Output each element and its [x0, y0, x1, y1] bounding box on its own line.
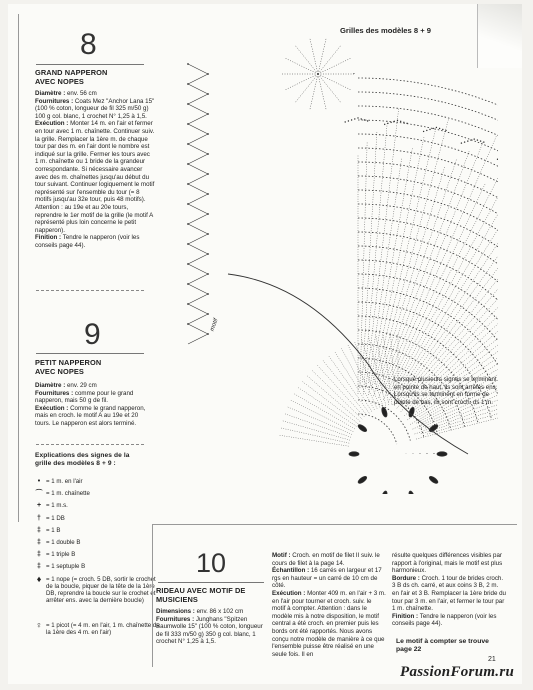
diagram-stroke [363, 119, 387, 394]
symbol-text: = 1 triple B [46, 551, 76, 559]
diagram-dot [436, 127, 437, 128]
diagram-dot [474, 138, 475, 139]
diagram-stroke [318, 74, 350, 90]
diagram-nope [381, 490, 388, 494]
model-10-title: RIDEAU AVEC MOTIF DE MUSICIENS [156, 586, 246, 604]
diagram-stroke [188, 224, 208, 234]
diagram-stroke [387, 135, 497, 388]
model-8-number: 8 [80, 28, 97, 61]
diagram-dot [187, 143, 189, 145]
paragraph-label: Finition : [35, 234, 62, 242]
paragraph-value: 16 carrés en largeur et 17 rgs en hauteur = un carré de 10 cm de côté. [272, 567, 382, 590]
symbol-glyph-icon: ‡ [37, 551, 41, 559]
diagram-stroke [188, 244, 208, 254]
diagram-dot [429, 129, 430, 130]
paragraph [35, 90, 155, 98]
symbols-heading: Explications des signes de la grille des modèles 8 + 9 : [35, 452, 130, 467]
diagram-nope [408, 490, 415, 494]
symbol-row [32, 573, 160, 605]
diagram-dot [207, 93, 209, 95]
diagram-arc [358, 162, 498, 381]
diagram-arc [358, 204, 498, 392]
diagram-dot [426, 130, 427, 131]
diagram-dot [187, 123, 189, 125]
diagram-stroke [188, 114, 208, 124]
paragraph [35, 390, 155, 405]
paragraph-value: env. 86 x 102 cm [194, 608, 244, 615]
diagram-arc [358, 106, 498, 367]
diagram-stroke [294, 394, 355, 429]
model-9-number: 9 [84, 318, 101, 351]
diagram-dot [187, 223, 189, 225]
diagram-stroke [317, 365, 364, 417]
diagram-stroke [348, 345, 377, 409]
paragraph-label: Diamètre : [35, 382, 66, 389]
diagram-stroke [383, 142, 483, 393]
paragraph [35, 405, 155, 428]
diagram-stroke [285, 414, 351, 437]
diagram-dot [207, 333, 209, 335]
paragraph-label: Finition : [392, 612, 419, 620]
symbol-glyph-icon: • [37, 478, 41, 485]
paragraph-label: Diamètre : [35, 90, 66, 97]
diagram-stroke [286, 74, 318, 90]
diagram-stroke [188, 164, 208, 174]
diagram-dot [384, 124, 385, 125]
diagram-dot [445, 130, 446, 131]
diagram-dot [345, 121, 346, 122]
diagram-stroke [360, 142, 367, 388]
diagram-stroke [302, 381, 358, 423]
diagram-stroke [318, 74, 340, 102]
paragraph-label: Exécution : [35, 404, 69, 412]
symbol-glyph-icon: ‡ [37, 526, 41, 534]
diagram-arc [358, 134, 498, 374]
symbol-row [32, 551, 160, 558]
diagram-dot [207, 73, 209, 75]
diagram-dot [403, 122, 404, 123]
diagram-stroke [188, 154, 208, 164]
paragraph-label: Fournitures : [156, 615, 195, 623]
model-10-col2 [272, 552, 386, 658]
diagram-dot [387, 123, 388, 124]
symbol-text: = 1 m.s. [46, 502, 68, 510]
symbol-text: = 1 picot (= 4 m. en l'air, 1 m. chaînette ds la 1ère des 4 m. en l'air) [46, 621, 160, 636]
symbol-text: = 1 double B [46, 539, 81, 546]
diagram-stroke [188, 144, 208, 154]
diagram-stroke [403, 192, 498, 398]
diagram-dot [348, 120, 349, 121]
diagram-stroke [188, 294, 208, 304]
paragraph-label: Motif : [272, 552, 291, 559]
diagram-stroke [188, 174, 208, 184]
diagram-stroke [281, 428, 349, 443]
model-10-rule [158, 582, 264, 583]
diagram-dot [207, 233, 209, 235]
diagram-stroke [188, 184, 208, 194]
diagram-stroke [379, 150, 470, 398]
diagram-stroke [188, 74, 208, 84]
paragraph [272, 590, 386, 658]
diagram-stroke [388, 164, 498, 402]
symbol-text: = 1 m. en l'air [46, 478, 83, 485]
diagram-stroke [393, 159, 498, 398]
symbol-glyph-icon: ‡ [37, 563, 41, 571]
diagram-arc [358, 120, 498, 371]
diagram-dot [187, 303, 189, 305]
diagram-stroke [384, 183, 486, 400]
diagram-dot [187, 163, 189, 165]
diagram-nope [437, 452, 447, 456]
diagram-dot [442, 129, 443, 130]
paragraph-value: env. 56 cm [65, 90, 97, 97]
symbol-text: = 1 nope (= croch. 5 DB, sortir le crochet de la boucle, piquer de la tête de la 1ère DB, reprendre la boucle sur le crochet et arrêter ens. avec la dernière boucle) [46, 575, 156, 605]
diagram-stroke [375, 127, 436, 384]
paragraph-label: Exécution : [272, 589, 306, 597]
symbol-glyph-icon: ♦ [36, 573, 42, 584]
paragraph-label: Fournitures : [35, 389, 74, 397]
diagram-stroke [188, 324, 208, 334]
diagram-stroke [188, 214, 208, 224]
diagram-stroke [188, 194, 208, 204]
diagram-stroke [188, 204, 208, 214]
symbol-row [32, 619, 160, 637]
diagram-stroke [188, 234, 208, 244]
symbol-row [32, 515, 160, 522]
paragraph-value: Croch. 1 tour de brides croch. 3 B ds ch. carré, et aux coins 3 B, 2 m. en l'air et 3 B. Remplacer la 1ère bride du tour par 3 m. en l'air, et fermer le tour par 1 m. chaînette. [392, 574, 506, 613]
diagram-stroke [188, 254, 208, 264]
diagram-dot [187, 183, 189, 185]
diagram-title: Grilles des modèles 8 + 9 [340, 26, 431, 35]
diagram-dot [477, 139, 478, 140]
diagram-stroke [398, 195, 498, 401]
model-9-text [35, 382, 155, 428]
symbol-glyph-icon: ⌒ [35, 490, 43, 498]
paragraph [35, 120, 155, 234]
paragraph [156, 616, 266, 646]
diagram-stroke [188, 104, 208, 114]
diagram-stroke [188, 124, 208, 134]
symbol-row [32, 490, 160, 497]
diagram-arc [358, 218, 498, 395]
diagram-stroke [371, 137, 424, 390]
diagram-dot [207, 273, 209, 275]
symbol-text: = 1 B [46, 526, 61, 534]
paragraph-value: Tendre le napperon (voir les conseils page 44). [35, 234, 140, 249]
paragraph [35, 98, 155, 121]
paragraph-label: Bordure : [392, 574, 420, 582]
diagram-stroke [188, 64, 208, 74]
paragraph-label: Échantillon : [272, 567, 310, 575]
diagram-stroke [381, 158, 457, 386]
diagram-stroke [188, 284, 208, 294]
diagram-dot [361, 118, 362, 119]
model-10-col3 [392, 552, 506, 628]
diagram-stroke [362, 340, 383, 407]
symbol-row [32, 539, 160, 546]
paragraph [156, 608, 266, 616]
diagram-dot [351, 119, 352, 120]
diagram-dot [390, 122, 391, 123]
symbol-row [32, 478, 160, 485]
diagram-dot [467, 140, 468, 141]
diagram-dot [207, 133, 209, 135]
diagram-dot [187, 103, 189, 105]
diagram-dot [397, 120, 398, 121]
diagram-nope [381, 407, 388, 418]
diagram-stroke [298, 388, 356, 427]
diagram-dot [207, 153, 209, 155]
diagram-stroke [288, 407, 352, 434]
diagram-dot [439, 128, 440, 129]
diagram-nope [428, 475, 439, 484]
model-10-col1 [156, 608, 266, 646]
diagram-nope [357, 475, 368, 484]
model-9-rule [36, 353, 144, 354]
diagram-nope [349, 452, 359, 456]
diagram-dot [461, 142, 462, 143]
diagram-stroke [188, 264, 208, 274]
diagram-stroke [188, 84, 208, 94]
diagram-dot [357, 117, 358, 118]
diagram-stroke [188, 334, 208, 344]
diagram-motif-label: motif [209, 317, 220, 333]
diagram-dot [187, 263, 189, 265]
diagram-dot [187, 203, 189, 205]
diagram-dot [423, 131, 424, 132]
diagram-stroke [398, 204, 498, 394]
diagram-dot [207, 113, 209, 115]
paragraph-value: Comme le grand napperon, mais en croch. le motif A au 19e et 20 tours. Le napperon est alors terminé. [35, 404, 146, 427]
paragraph-value: Junghans "Spitzen Baumwolle 15" (100 % coton, longueur de fil 333 m/50 g) 350 g col. blanc, 1 crochet N° 1,25 à 1,5. [156, 615, 263, 646]
diagram-stroke [188, 94, 208, 104]
paragraph-label: Dimensions : [156, 608, 195, 615]
paragraph [272, 567, 386, 590]
paragraph [272, 552, 386, 567]
paragraph-label: Exécution : [35, 120, 69, 128]
diagram-stroke [393, 199, 498, 405]
diagram-note: Lorsque plusieurs signes se terminent en pointe de haut, ils sont arrêtés ens. Lorsqu'ils se terminent en forme de pointe de bas, ils sont croch. ds 1 m. [394, 376, 498, 406]
diagram-stroke [286, 58, 318, 74]
diagram-stroke [377, 167, 445, 391]
paragraph-label: Fournitures : [35, 97, 74, 105]
paragraph [35, 234, 155, 249]
diagram-dot [187, 63, 189, 65]
diagram-dot [354, 118, 355, 119]
symbol-glyph-icon: ‡ [37, 539, 41, 546]
symbol-text: = 1 DB [46, 514, 65, 522]
diagram-stroke [310, 39, 318, 74]
model-8-text [35, 90, 155, 249]
diagram-dot [187, 83, 189, 85]
diagram-stroke [188, 274, 208, 284]
model-10-number: 10 [196, 548, 227, 578]
paragraph [392, 552, 506, 575]
symbol-glyph-icon: ♀ [35, 619, 43, 630]
paragraph-value: Monter 14 m. en l'air et fermer en tour avec 1 m. chaînette. Continuer suiv. la grille. Remplacer la 1ère m. de chaque tour par des m. en l'air dont le nombre est indiqué sur la grille. Fermer les tours avec 1 m. chaînette ou 1 bride de la grandeur correspondante. Si nécessaire avancer avec des m. chaînettes jusqu'au début du tour suivant. Continuer logiquement le motif représenté sur l'ensemble du tour (= 8 motifs jusqu'au 32e tour, puis 48 motifs). Attention : au 19e et au 20e tours, reprendre le 1er motif de la grille (le motif A représenté plus loin concerne le petit napperon). [35, 120, 155, 234]
diagram-stroke [188, 134, 208, 144]
symbol-row [32, 527, 160, 534]
diagram-stroke [318, 74, 326, 109]
diagram-stroke [188, 304, 208, 314]
diagram-dot [207, 293, 209, 295]
diagram-dot [364, 119, 365, 120]
diagram-dot [207, 193, 209, 195]
diagram-dot [187, 243, 189, 245]
symbol-glyph-icon: + [36, 502, 42, 510]
diagram-dot [187, 323, 189, 325]
model-8-title: GRAND NAPPERON AVEC NOPES [35, 68, 108, 86]
diagram-dot [187, 283, 189, 285]
diagram-dot [483, 141, 484, 142]
left-rule [18, 14, 19, 522]
diagram-dot [207, 313, 209, 315]
diagram-stroke [318, 39, 326, 74]
diagram-dot [480, 140, 481, 141]
page-number: 21 [488, 656, 496, 663]
diagram-dot [470, 139, 471, 140]
diagram-dot [207, 253, 209, 255]
diagram-stroke [318, 46, 340, 74]
diagram-stroke [296, 74, 318, 102]
watermark-logo: PassionForum.ru [400, 664, 515, 680]
diagram-stroke [318, 58, 350, 74]
model-9-title: PETIT NAPPERON AVEC NOPES [35, 358, 102, 376]
diagram-nope [357, 423, 368, 432]
diagram-stroke [310, 74, 318, 109]
diagram-stroke [369, 338, 386, 406]
separator-1 [36, 290, 144, 291]
diagram-dot [207, 213, 209, 215]
diagram-stroke [296, 46, 318, 74]
symbol-row [32, 563, 160, 570]
model-8-rule [36, 64, 144, 65]
paragraph-value: Croch. en motif de filet II suiv. le cours de filet à la page 14. [272, 552, 380, 567]
model-10-footer: Le motif à compter se trouve page 22 [396, 638, 489, 653]
diagram-dot [207, 173, 209, 175]
paragraph-value: Tendre le napperon (voir les conseils page 44). [392, 612, 497, 628]
paragraph-value: résulte quelques différences visibles par rapport à l'original, mais le motif est plus harmonieux. [392, 552, 503, 575]
diagram-stroke [307, 376, 360, 422]
paragraph-value: comme pour le grand napperon, mais 50 g de fil. [35, 389, 134, 405]
diagram-stroke [188, 314, 208, 324]
diagram-dot [400, 121, 401, 122]
diagram-dot [406, 123, 407, 124]
diagram-dot [394, 121, 395, 122]
separator-2 [36, 444, 144, 445]
diagram-dot [497, 159, 498, 160]
page [8, 4, 522, 684]
diagram-dot [367, 120, 368, 121]
crochet-diagram [168, 34, 498, 494]
symbol-text: = 1 m. chaînette [46, 490, 90, 498]
paragraph [35, 382, 155, 390]
diagram-stroke [335, 352, 372, 412]
paragraph [392, 575, 506, 613]
paragraph [392, 613, 506, 628]
diagram-dot [464, 141, 465, 142]
diagram-nope [428, 423, 439, 432]
symbol-glyph-icon: † [37, 514, 41, 522]
diagram-stroke [369, 147, 413, 395]
paragraph-value: Monter 409 m. en l'air + 3 m. en l'air pour tourner et croch. suiv. le motif à compter. Attention : dans le modèle mis à notre disposition, le motif central a été croch. en premier puis les bords ont été rapportés. Nous avons conçu notre modèle de manière à ce que l'ensemble puisse être réalisé en une seule fois. Il en [272, 589, 386, 658]
symbol-row [32, 502, 160, 509]
diagram-dot [433, 128, 434, 129]
paragraph-value: Coats Mez "Anchor Lana 15" (100 % coton, longueur de fil 325 m/50 g) 100 g col. blanc, 1 crochet N° 1,25 à 1,5. [35, 97, 155, 120]
symbol-text: = 1 septuple B [46, 563, 86, 571]
diagram-arc [358, 92, 498, 364]
paragraph-value: env. 29 cm [65, 382, 97, 389]
